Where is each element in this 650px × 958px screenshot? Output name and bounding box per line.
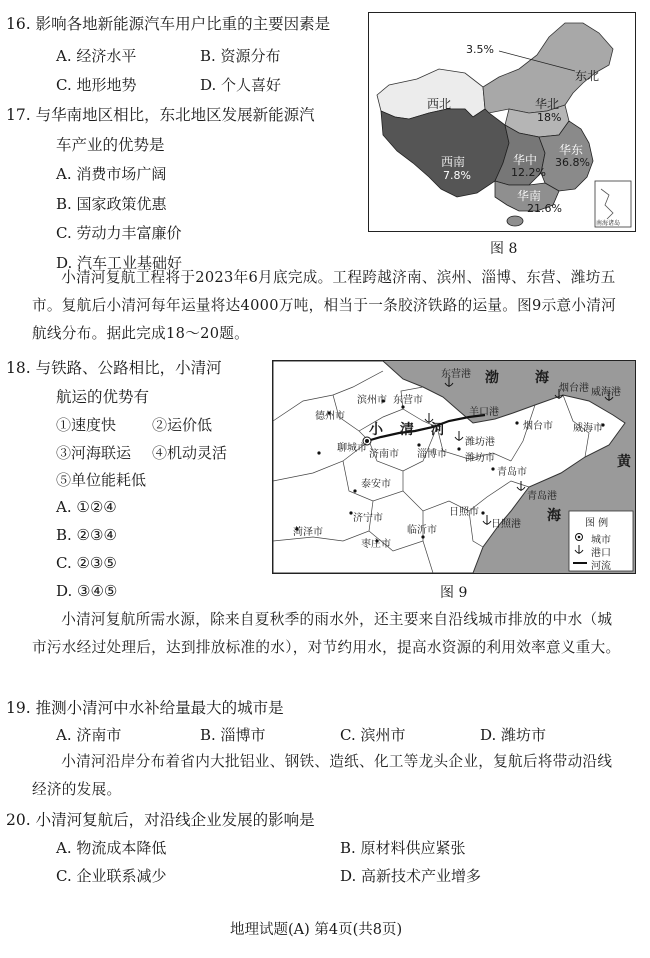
intro-paragraph-2: 小清河复航所需水源，除来自夏秋季的雨水外，还主要来自沿线城市排放的中水（城市污水经过处理后，达到排放标准的水），对节约用水，提高水资源的利用效率意义重大。 <box>32 611 621 656</box>
fig9-port-yantai: 烟台港 <box>559 383 589 394</box>
fig9-city-liaocheng: 聊城市 <box>337 443 367 454</box>
fig9-city-weihai: 威海市 <box>573 423 603 434</box>
fig8-region-north: 华北 <box>535 97 560 111</box>
q17-stem-line1: 17. 与华南地区相比，东北地区发展新能源汽 <box>6 106 315 124</box>
fig9-port-rizhao: 日照港 <box>491 519 521 530</box>
page-footer: 地理试题(A) 第4页(共8页) <box>230 922 403 938</box>
fig8-value-southwest: 7.8% <box>443 169 471 182</box>
q16-option-a[interactable]: A. 经济水平 <box>56 47 137 65</box>
fig9-sea-yellow-2: 海 <box>547 508 561 524</box>
q16-option-d[interactable]: D. 个人喜好 <box>200 76 282 94</box>
fig9-sea-yellow-1: 黄 <box>617 454 631 470</box>
fig8-value-central: 12.2% <box>511 166 546 179</box>
q18-statement-2: ②运价低 <box>152 416 213 434</box>
fig8-region-southwest: 西南 <box>441 155 466 169</box>
fig9-port-dongying: 东营港 <box>441 369 471 380</box>
q16-option-c[interactable]: C. 地形地势 <box>56 76 137 94</box>
q18-statement-4: ④机动灵活 <box>152 444 228 462</box>
fig9-river-label: 小 清 河 <box>369 422 451 438</box>
q20-stem: 20. 小清河复航后，对沿线企业发展的影响是 <box>6 811 315 829</box>
q20-option-a[interactable]: A. 物流成本降低 <box>56 839 167 857</box>
figure-8-caption: 图 8 <box>490 241 518 257</box>
fig9-city-taian: 泰安市 <box>361 479 391 490</box>
fig9-legend-river: 河流 <box>591 561 611 572</box>
q17-option-a[interactable]: A. 消费市场广阔 <box>56 165 167 183</box>
fig9-city-zibo: 淄博市 <box>417 449 447 460</box>
q17-option-d[interactable]: D. 汽车工业基础好 <box>56 254 183 272</box>
fig8-inset-label: 南海诸岛 <box>596 220 621 227</box>
fig9-city-heze: 菏泽市 <box>293 527 323 538</box>
intro-paragraph-3: 小清河沿岸分布着省内大批铝业、钢铁、造纸、化工等龙头企业，复航后将带动沿线经济的发展。 <box>32 753 613 798</box>
q17-stem-line2: 车产业的优势是 <box>56 136 165 154</box>
fig9-city-qingdao: 青岛市 <box>497 467 527 478</box>
fig8-value-north: 18% <box>537 111 562 124</box>
q20-option-c[interactable]: C. 企业联系减少 <box>56 867 167 885</box>
fig8-value-northeast: 3.5% <box>466 43 494 56</box>
q18-statement-1: ①速度快 <box>56 416 117 434</box>
fig9-sea-bohai-1: 渤 <box>485 370 499 386</box>
fig9-port-qingdao: 青岛港 <box>527 491 557 502</box>
q19-stem: 19. 推测小清河中水补给量最大的城市是 <box>6 699 284 717</box>
legend-city-symbol-center <box>578 536 581 539</box>
q18-stem-line1: 18. 与铁路、公路相比，小清河 <box>6 359 222 377</box>
fig9-city-yantai: 烟台市 <box>523 421 553 432</box>
q18-option-c[interactable]: C. ②③⑤ <box>56 554 117 572</box>
figure-9-caption: 图 9 <box>440 585 468 601</box>
q20-option-b[interactable]: B. 原材料供应紧张 <box>340 839 466 857</box>
fig9-legend-port: 港口 <box>591 548 611 559</box>
hainan-island <box>507 216 523 226</box>
q17-option-c[interactable]: C. 劳动力丰富廉价 <box>56 224 182 242</box>
q19-option-d[interactable]: D. 潍坊市 <box>480 726 547 744</box>
q18-option-d[interactable]: D. ③④⑤ <box>56 582 118 600</box>
q18-statement-5: ⑤单位能耗低 <box>56 471 147 489</box>
fig9-city-binzhou: 滨州市 <box>357 395 387 406</box>
q19-option-c[interactable]: C. 滨州市 <box>340 726 406 744</box>
q19-option-a[interactable]: A. 济南市 <box>56 726 122 744</box>
q18-option-a[interactable]: A. ①②④ <box>56 498 117 516</box>
fig9-legend-city: 城市 <box>591 535 611 546</box>
fig9-sea-bohai-2: 海 <box>535 370 549 386</box>
q18-statement-3: ③河海联运 <box>56 444 132 462</box>
fig9-city-zaozhuang: 枣庄市 <box>361 539 391 550</box>
fig9-city-dezhou: 德州市 <box>315 411 345 422</box>
fig8-value-south: 21.6% <box>527 202 562 215</box>
fig9-city-dongying: 东营市 <box>393 395 423 406</box>
q16-option-b[interactable]: B. 资源分布 <box>200 47 281 65</box>
fig9-port-weihai: 威海港 <box>591 387 621 398</box>
fig8-region-south: 华南 <box>517 189 542 203</box>
figure-9-map <box>272 360 636 574</box>
figure-8-map <box>368 12 636 232</box>
fig8-region-central: 华中 <box>513 153 538 167</box>
q18-stem-line2: 航运的优势有 <box>56 388 150 406</box>
fig9-city-rizhao: 日照市 <box>449 507 479 518</box>
fig9-legend-title: 图 例 <box>585 518 609 529</box>
fig8-region-east: 华东 <box>559 143 584 157</box>
fig9-city-jining: 济宁市 <box>353 513 383 524</box>
fig8-value-east: 36.8% <box>555 156 590 169</box>
q17-option-b[interactable]: B. 国家政策优惠 <box>56 195 167 213</box>
fig8-region-northeast: 东北 <box>575 69 600 83</box>
fig9-city-jinan: 济南市 <box>369 449 399 460</box>
fig9-port-weifang: 潍坊港 <box>465 437 495 448</box>
fig9-port-yangkou: 羊口港 <box>469 407 499 418</box>
fig9-city-linyi: 临沂市 <box>407 525 437 536</box>
q18-option-b[interactable]: B. ②③④ <box>56 526 117 544</box>
q19-option-b[interactable]: B. 淄博市 <box>200 726 266 744</box>
fig9-city-weifang: 潍坊市 <box>465 453 495 464</box>
fig8-region-northwest: 西北 <box>427 97 452 111</box>
intro-paragraph-1: 小清河复航工程将于2023年6月底完成。工程跨越济南、滨州、淄博、东营、潍坊五市。复航后小清河每年运量将达4000万吨，相当于一条胶济铁路的运量。图9示意小清河航线分布。据此完成18～20题。 <box>32 269 617 342</box>
q16-stem: 16. 影响各地新能源汽车用户比重的主要因素是 <box>6 15 331 33</box>
q20-option-d[interactable]: D. 高新技术产业增多 <box>340 867 482 885</box>
china-region-map <box>369 13 635 231</box>
